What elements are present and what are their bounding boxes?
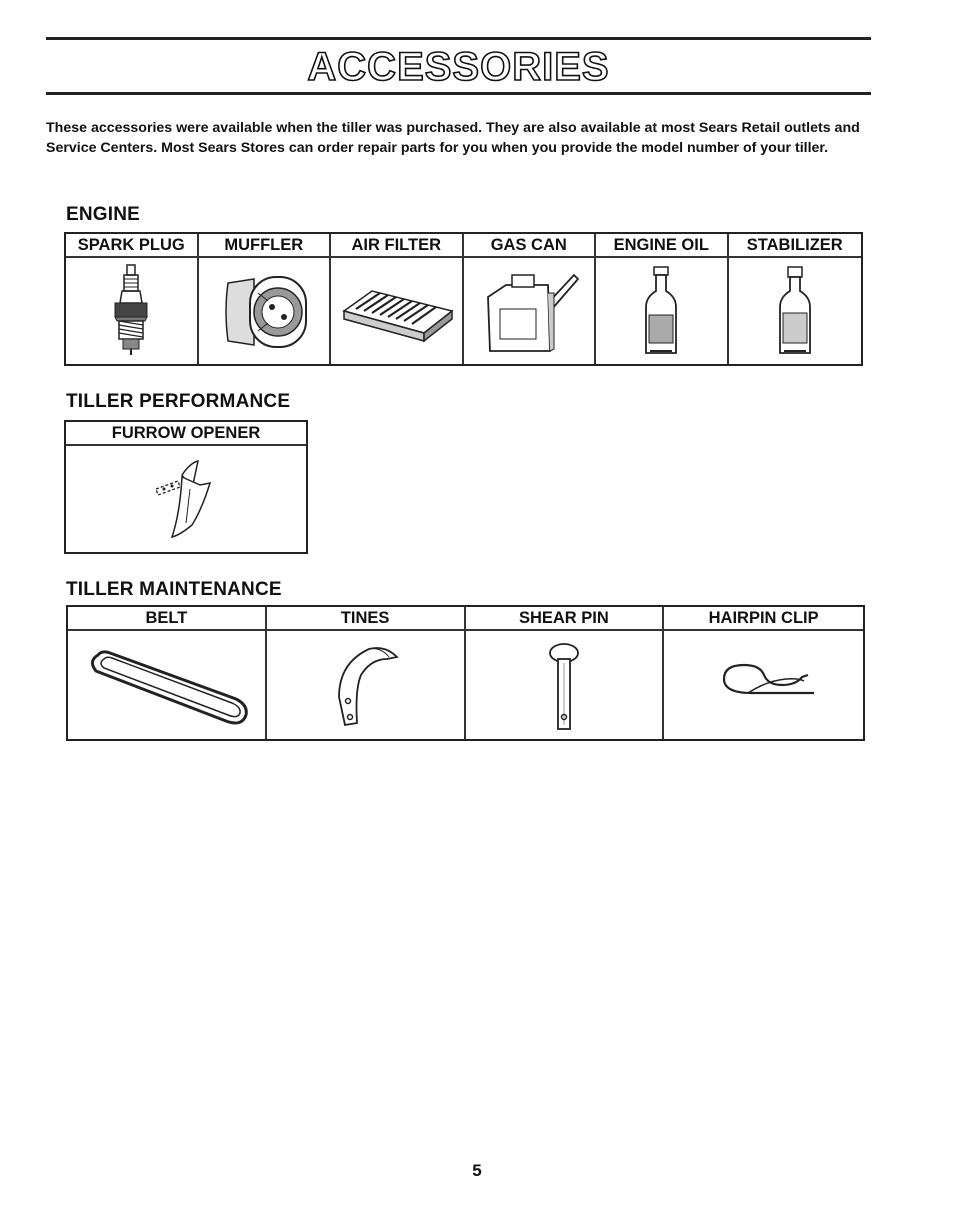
page-number: 5	[472, 1161, 482, 1180]
air-filter-label: AIR FILTER	[331, 234, 462, 258]
gas-can-cell	[464, 234, 597, 364]
hairpin-clip-label: HAIRPIN CLIP	[664, 607, 863, 631]
page-title: ACCESSORIES	[307, 45, 610, 89]
belt-label: BELT	[68, 607, 265, 631]
spark-plug-icon	[101, 263, 161, 359]
furrow-opener-label: FURROW OPENER	[66, 422, 306, 446]
engine-heading: ENGINE	[66, 204, 141, 225]
top-rule	[46, 37, 871, 40]
engine-oil-label: ENGINE OIL	[596, 234, 727, 258]
air-filter-icon	[336, 271, 456, 351]
furrow-opener-cell	[66, 422, 306, 552]
gas-can-label: GAS CAN	[464, 234, 595, 258]
bottom-rule	[46, 92, 871, 95]
tine-icon	[315, 635, 415, 735]
shear-pin-label: SHEAR PIN	[466, 607, 663, 631]
gas-can-icon	[474, 263, 584, 359]
spark-plug-label: SPARK PLUG	[66, 234, 197, 258]
shear-pin-icon	[534, 635, 594, 735]
stabilizer-cell	[729, 234, 862, 364]
hairpin-clip-cell	[664, 607, 863, 739]
spark-plug-cell	[66, 234, 199, 364]
tiller-maintenance-heading: TILLER MAINTENANCE	[66, 579, 282, 600]
belt-cell	[68, 607, 267, 739]
intro-paragraph: These accessories were available when the tiller was purchased. They are also available at most Sears Retail outlets and Service Centers. Most Sears Stores can order repair parts for you when you provide the model number of your tiller.	[46, 120, 860, 156]
muffler-label: MUFFLER	[199, 234, 330, 258]
performance-accessories-table	[64, 420, 308, 554]
tiller-performance-heading: TILLER PERFORMANCE	[66, 391, 291, 412]
furrow-opener-icon	[126, 449, 246, 549]
muffler-cell	[199, 234, 332, 364]
engine-oil-cell	[596, 234, 729, 364]
tines-cell	[267, 607, 466, 739]
air-filter-cell	[331, 234, 464, 364]
tines-label: TINES	[267, 607, 464, 631]
engine-accessories-table	[64, 232, 863, 366]
stabilizer-bottle-icon	[770, 263, 820, 359]
hairpin-clip-icon	[704, 645, 824, 725]
engine-oil-bottle-icon	[636, 263, 686, 359]
belt-icon	[76, 635, 256, 735]
stabilizer-label: STABILIZER	[729, 234, 862, 258]
muffler-icon	[214, 263, 314, 359]
shear-pin-cell	[466, 607, 665, 739]
maintenance-accessories-table	[66, 605, 865, 741]
